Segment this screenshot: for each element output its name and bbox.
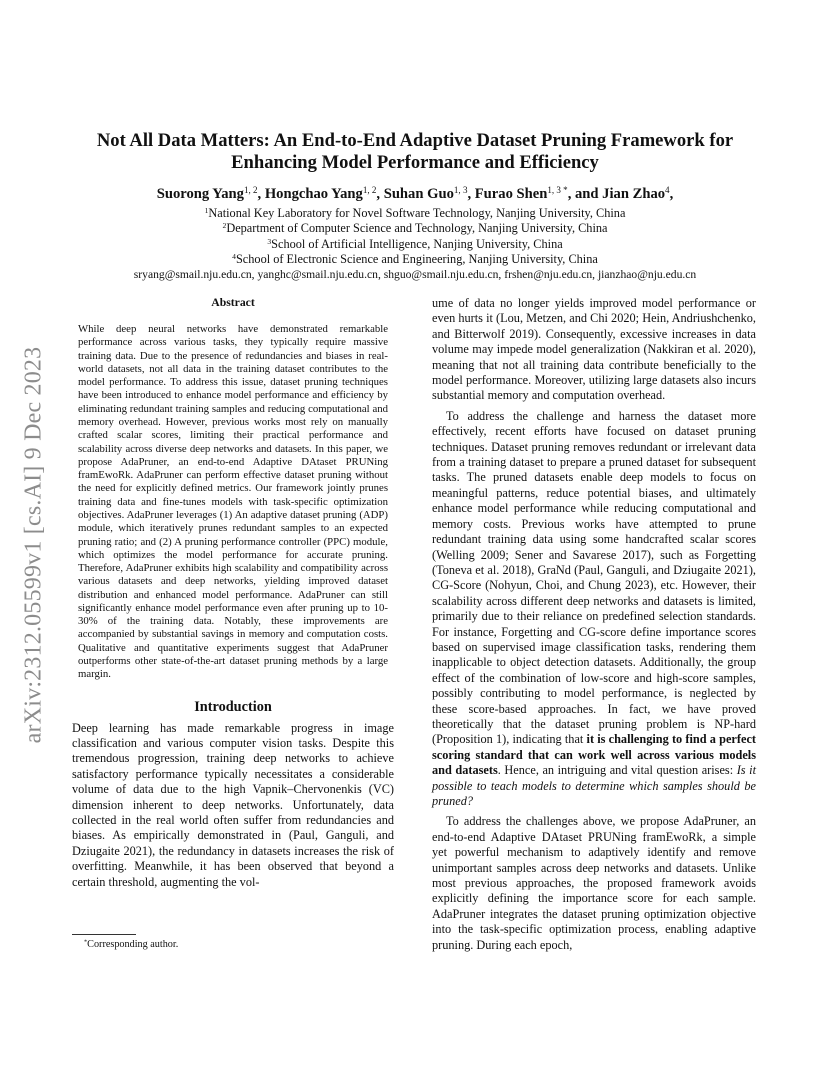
introduction-paragraph-1: Deep learning has made remarkable progress in image classification and various computer vision tasks. Despite this tremendous progression, training deep networks to achieve satisfactory performance typically necessitates a considerable volume of data due to the high Vapnik–Chervonenkis (VC) dimension inherent to deep networks. Unfortunately, data collected in the real world often suffer from redundancies and biases. As empirically demonstrated in (Paul, Ganguli, and Dziugaite 2021), the redundancy in datasets increases the risk of overfitting. Meanwhile, it has been observed that beyond a certain threshold, augmenting the vol-: [72, 720, 394, 889]
footnote-rule: [72, 934, 136, 935]
footnote-corresponding-author: *Corresponding author.: [84, 938, 179, 950]
introduction-paragraph-3: To address the challenges above, we propose AdaPruner, an end-to-end Adaptive DAtaset PRUNing framEwoRk, a simple yet powerful mechanism to adaptively identify and remove unimportant samples across deep networks and datasets. Unlike most previous approaches, the proposed framework avoids explicitly defining the importance score for each sample. AdaPruner integrates the dataset pruning optimization objective into the task-specific optimization process, enabling adaptive pruning. During each epoch,: [432, 814, 756, 952]
author-emails: sryang@smail.nju.edu.cn, yanghc@smail.nju.edu.cn, shguo@smail.nju.edu.cn, frshen@nju.edu.cn, jianzhao@nju.edu.cn: [133, 268, 697, 282]
title-line-1: Not All Data Matters: An End-to-End Adaptive Dataset Pruning Framework for: [96, 130, 734, 151]
title-line-2: Enhancing Model Performance and Efficiency: [231, 152, 599, 173]
affiliation-3: $^3$School of Artificial Intelligence, Nanjing University, China: [267, 236, 563, 251]
arxiv-identifier-sidebar: [4, 290, 64, 800]
abstract-text: While deep neural networks have demonstrated remarkable performance across various tasks, they typically require massive training data. Due to the presence of redundancies and biases in real-world datasets, not all data in the training dataset contributes to the model performance. To address this issue, dataset pruning techniques have been introduced to enhance model performance and efficiency by eliminating redundant training samples and reducing computational and memory overhead. However, previous works most rely on manually crafted scalar scores, limiting their practical performance and scalability across diverse deep networks and datasets. In this paper, we propose AdaPruner, an end-to-end Adaptive DAtaset PRUNing framEwoRk. AdaPruner can perform effective dataset pruning without the need for explicitly defined metrics. Our framework jointly prunes training data and fine-tunes models with task-specific optimization objectives. AdaPruner leverages (1) An adaptive dataset pruning (ADP) module, which iteratively prunes redundant samples to an expected pruning ratio; and (2) A pruning performance controller (PPC) module, which optimizes the model performance for accurate pruning. Therefore, AdaPruner exhibits high scalability and compatibility across various datasets and deep networks, yielding improved dataset distribution and enhanced model performance. AdaPruner can still significantly enhance model performance even after pruning up to 10-30% of the training data. Notably, these improvements are accompanied by substantial savings in memory and computation costs. Qualitative and quantitative experiments suggest that AdaPruner outperforms other state-of-the-art dataset pruning methods by a large margin.: [78, 323, 388, 681]
introduction-heading: Introduction: [194, 698, 272, 715]
affiliation-4: $^4$School of Electronic Science and Engineering, Nanjing University, China: [232, 251, 598, 266]
affiliation-1: $^1$National Key Laboratory for Novel Software Technology, Nanjing University, China: [204, 205, 626, 220]
affiliations: [70, 206, 760, 282]
arxiv-identifier-text: arXiv:2312.05599v1 [cs.AI] 9 Dec 2023: [20, 346, 47, 744]
author-list: Suorong Yang$^{1, 2}$, Hongchao Yang$^{1, 2}$, Suhan Guo$^{1, 3}$, Furao Shen$^{1, 3 *}$, and Jian Zhao$^4$,: [156, 185, 674, 202]
introduction-paragraph-2: To address the challenge and harness the dataset more effectively, recent efforts have focused on dataset pruning techniques. Dataset pruning removes redundant or irrelevant data from a training dataset to prepare a pruned dataset for subsequent tasks. The pruned datasets enable deep models to focus on meaningful patterns, reduce potential biases, and ultimately enhance model performance while reducing computational and memory costs. Previous works have attempted to prune redundant training data using some handcrafted scalar scores (Welling 2009; Sener and Savarese 2017), such as Forgetting (Toneva et al. 2018), GraNd (Paul, Ganguli, and Dziugaite 2021), CG-Score (Nohyun, Choi, and Chung 2023), etc. However, their scalability across different deep networks and datasets is limited, primarily due to their reliance on predefined selection standards. For instance, Forgetting and CG-score define importance scores based on supervised image classification tasks, rendering them inapplicable to object detection datasets. Additionally, the group effect of the combination of low-score and high-score samples, possibly contributing to model performance, is neglected by these score-based approaches. In fact, we have proved theoretically that the dataset pruning problem is NP-hard (Proposition 1), indicating that it is challenging to find a perfect scoring standard that can work well across various models and datasets. Hence, an intriguing and vital question arises: Is it possible to teach models to determine which samples should be pruned?: [432, 408, 756, 808]
abstract-heading: Abstract: [211, 296, 255, 309]
research-question: Is it possible to teach models to determine which samples should be pruned?: [432, 763, 756, 808]
introduction-paragraph-1-continued: ume of data no longer yields improved model performance or even hurts it (Lou, Metzen, and Chi 2020; Hein, Andriushchenko, and Bitterwolf 2019). Consequently, excessive increases in data volume may impede model generalization (Nakkiran et al. 2020), meaning that not all training data contribute beneficially to the model performance. Moreover, utilizing large datasets also incurs substantial memory and computation overhead.: [432, 296, 756, 403]
key-claim-bold: it is challenging to find a perfect scoring standard that can work well across various models and datasets: [432, 732, 756, 778]
left-column: [72, 296, 394, 890]
paper-title: [70, 130, 760, 174]
right-column: [432, 296, 756, 953]
affiliation-2: $^2$Department of Computer Science and Technology, Nanjing University, China: [222, 221, 608, 236]
